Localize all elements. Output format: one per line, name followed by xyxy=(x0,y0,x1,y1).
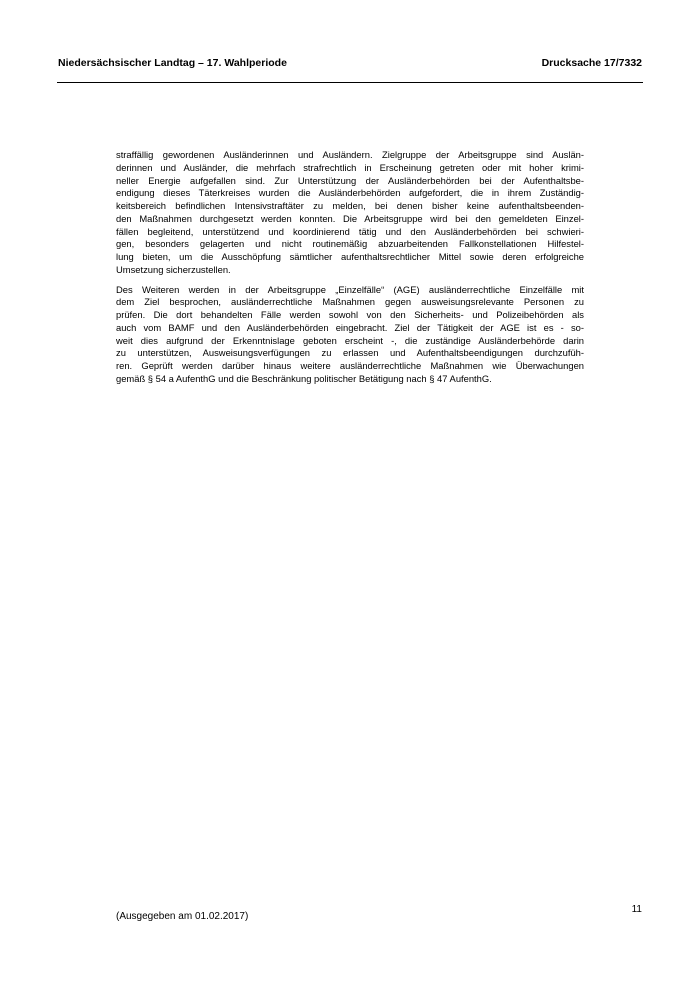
text-line: keitsbereich befindlichen Intensivstraftäter zu melden, bei denen bisher keine aufenthaltsbeenden- xyxy=(116,200,584,211)
text-line: fällen begleitend, unterstützend und koordinierend tätig und den Ausländerbehörden bei schwieri- xyxy=(116,225,584,237)
text-line: Des Weiteren werden in der Arbeitsgruppe „Einzelfälle“ (AGE) ausländerrechtliche Einzelfälle mit xyxy=(116,283,584,295)
text-line: gemäß § 54 a AufenthG und die Beschränkung politischer Betätigung nach § 47 AufenthG. xyxy=(116,372,492,384)
text-line: den Maßnahmen durchgesetzt werden konnten. Die Arbeitsgruppe wird bei den gemeldeten Einzel- xyxy=(116,212,584,224)
text-line: ren. Geprüft werden darüber hinaus weitere ausländerrechtliche Maßnahmen wie Überwachungen xyxy=(116,360,584,371)
issued-date-note: (Ausgegeben am 01.02.2017) xyxy=(116,911,249,922)
text-line: auch vom BAMF und den Ausländerbehörden eingebracht. Ziel der Tätigkeit der AGE ist es - so- xyxy=(116,321,584,333)
page-number: 11 xyxy=(631,904,642,915)
paragraph-2 xyxy=(116,284,584,386)
text-line: lung bieten, um die Ausschöpfung sämtlicher aufenthaltsrechtlicher Mittel sowie deren erfolgreiche xyxy=(116,251,584,262)
text-line: straffällig gewordenen Ausländerinnen und Ausländern. Zielgruppe der Arbeitsgruppe sind Auslän- xyxy=(116,149,584,160)
document-body xyxy=(116,149,584,393)
text-line: weit dies aufgrund der Erkenntnislage geboten erscheint -, die zuständige Ausländerbehörde darin xyxy=(116,334,584,346)
page-header-title: Niedersächsischer Landtag – 17. Wahlperiode xyxy=(58,57,287,69)
text-line: zu unterstützen, Ausweisungsverfügungen zu erlassen und Aufenthaltsbeendigungen durchzufüh- xyxy=(116,347,584,359)
paragraph-1 xyxy=(116,149,584,277)
document-number: Drucksache 17/7332 xyxy=(541,57,642,69)
text-line: dem Ziel besprochen, ausländerrechtliche Maßnahmen gegen ausweisungsrelevante Personen zu xyxy=(116,296,584,308)
text-line: gen, besonders gelagerten und nicht routinemäßig abzuarbeitenden Fallkonstellationen Hilfestel- xyxy=(116,238,584,250)
text-line: neller Energie aufgefallen sind. Zur Unterstützung der Ausländerbehörden bei der Aufenthaltsbe- xyxy=(116,174,584,186)
text-line: derinnen und Ausländer, die mehrfach strafrechtlich in Erscheinung getreten oder mit hoher krimi- xyxy=(116,161,584,173)
header-divider xyxy=(57,82,643,83)
text-line: Umsetzung sicherzustellen. xyxy=(116,263,231,275)
text-line: endigung dieses Täterkreises wurden die Ausländerbehörden aufgefordert, die in ihrem Zuständig- xyxy=(116,187,584,199)
text-line: prüfen. Die dort behandelten Fälle werden sowohl von den Sicherheits- und Polizeibehörden als xyxy=(116,309,584,320)
